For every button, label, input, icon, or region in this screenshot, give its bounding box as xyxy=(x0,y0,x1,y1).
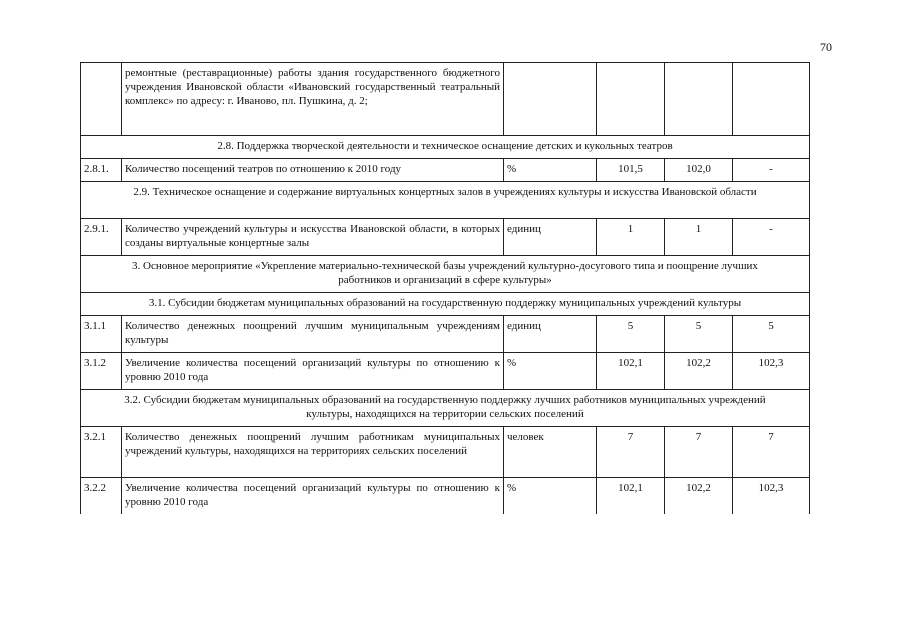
row-value-3: - xyxy=(733,159,810,182)
row-number: 3.2.2 xyxy=(81,478,122,515)
row-value-3: 102,3 xyxy=(733,353,810,390)
section-row xyxy=(81,390,810,427)
row-description: Увеличение количества посещений организаций культуры по отношению к уровню 2010 года xyxy=(122,478,504,515)
section-heading: 3.2. Субсидии бюджетам муниципальных образований на государственную поддержку лучших работников муниципальных учреждений культуры, находящихся на территории сельских поселений xyxy=(81,390,810,427)
table-row xyxy=(81,353,810,390)
row-value-3: 102,3 xyxy=(733,478,810,515)
row-value-1: 102,1 xyxy=(597,353,665,390)
section-row xyxy=(81,256,810,293)
table-row xyxy=(81,159,810,182)
row-unit: % xyxy=(504,159,597,182)
row-value-2: 7 xyxy=(665,427,733,478)
row-value-3: - xyxy=(733,219,810,256)
section-row xyxy=(81,293,810,316)
row-value-1 xyxy=(597,63,665,136)
row-unit: единиц xyxy=(504,316,597,353)
row-unit: единиц xyxy=(504,219,597,256)
section-row xyxy=(81,182,810,219)
section-heading: 3. Основное мероприятие «Укрепление материально-технической базы учреждений культурно-досугового типа и поощрение лучших работников и организаций в сфере культуры» xyxy=(81,256,810,293)
row-value-2 xyxy=(665,63,733,136)
row-value-2: 102,2 xyxy=(665,478,733,515)
row-unit: человек xyxy=(504,427,597,478)
row-value-2: 1 xyxy=(665,219,733,256)
row-description: ремонтные (реставрационные) работы здания государственного бюджетного учреждения Ивановской области «Ивановский государственный театральный комплекс» по адресу: г. Иваново, пл. Пушкина, д. 2; xyxy=(122,63,504,136)
row-value-1: 7 xyxy=(597,427,665,478)
table-row xyxy=(81,478,810,515)
row-value-1: 5 xyxy=(597,316,665,353)
table-row xyxy=(81,63,810,136)
row-value-2: 102,2 xyxy=(665,353,733,390)
indicators-table xyxy=(80,62,810,514)
page-number: 70 xyxy=(820,40,832,54)
row-description: Количество посещений театров по отношению к 2010 году xyxy=(122,159,504,182)
row-value-1: 101,5 xyxy=(597,159,665,182)
row-value-3 xyxy=(733,63,810,136)
row-number: 2.9.1. xyxy=(81,219,122,256)
row-number: 3.1.1 xyxy=(81,316,122,353)
table-row xyxy=(81,427,810,478)
table-row xyxy=(81,316,810,353)
row-description: Количество денежных поощрений лучшим работникам муниципальных учреждений культуры, находящихся на территориях сельских поселений xyxy=(122,427,504,478)
row-value-3: 7 xyxy=(733,427,810,478)
row-number-cell xyxy=(81,63,122,136)
row-unit: % xyxy=(504,478,597,515)
row-value-1: 102,1 xyxy=(597,478,665,515)
row-unit xyxy=(504,63,597,136)
section-row xyxy=(81,136,810,159)
row-description: Количество учреждений культуры и искусства Ивановской области, в которых созданы виртуальные концертные залы xyxy=(122,219,504,256)
row-unit: % xyxy=(504,353,597,390)
row-value-2: 102,0 xyxy=(665,159,733,182)
row-number: 3.1.2 xyxy=(81,353,122,390)
row-number: 3.2.1 xyxy=(81,427,122,478)
table-row xyxy=(81,219,810,256)
row-description: Увеличение количества посещений организаций культуры по отношению к уровню 2010 года xyxy=(122,353,504,390)
row-value-3: 5 xyxy=(733,316,810,353)
section-heading: 2.9. Техническое оснащение и содержание виртуальных концертных залов в учреждениях культуры и искусства Ивановской области xyxy=(81,182,810,219)
section-heading: 3.1. Субсидии бюджетам муниципальных образований на государственную поддержку муниципальных учреждений культуры xyxy=(81,293,810,316)
row-value-2: 5 xyxy=(665,316,733,353)
row-description: Количество денежных поощрений лучшим муниципальным учреждениям культуры xyxy=(122,316,504,353)
row-value-1: 1 xyxy=(597,219,665,256)
section-heading: 2.8. Поддержка творческой деятельности и техническое оснащение детских и кукольных театров xyxy=(81,136,810,159)
row-number: 2.8.1. xyxy=(81,159,122,182)
